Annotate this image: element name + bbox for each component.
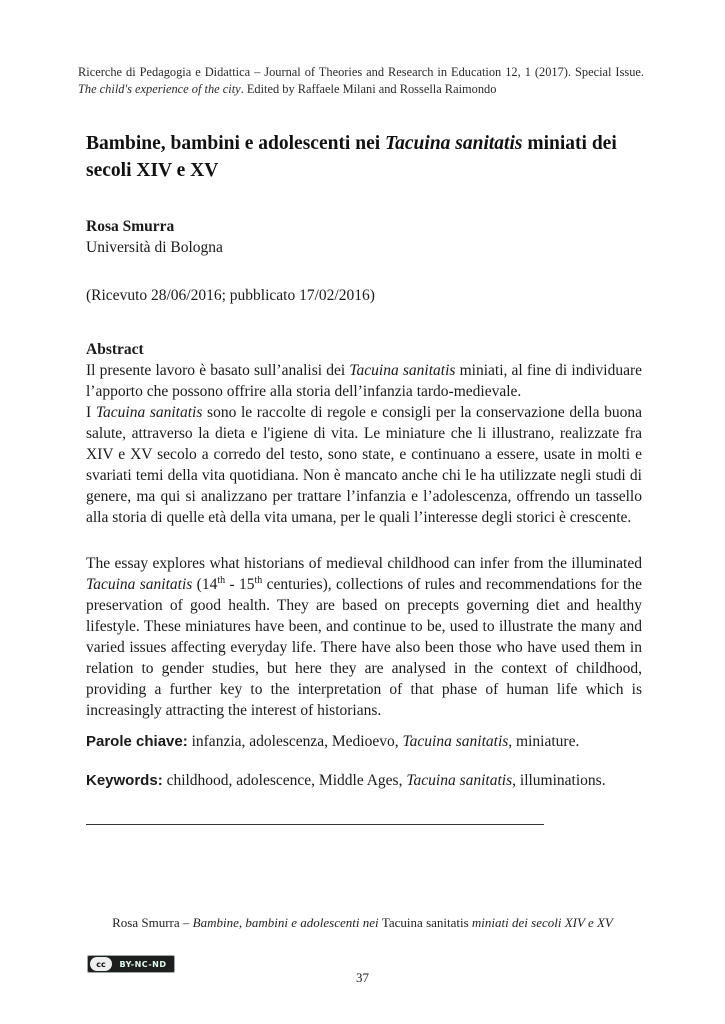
license-text: BY-NC-ND [119, 959, 167, 969]
abstract-text: Il presente lavoro è basato sull’analisi dei [86, 362, 350, 379]
cite-roman: Tacuina sanitatis [381, 915, 469, 930]
abstract-text: sono le raccolte di regole e consigli per la conservazione della buona salute, attraverso la dieta e l'igiene di vita. Le miniature che li illustrano, realizzate fra XIV e XV secolo a corredo del testo, sono state, e continuano a essere, usate in molti e svariati temi della vita quotidiana. Non è mancato anche chi le ha utilizzate negli studi di genere, ma qui si analizzano per trattare l’infanzia e l’adolescenza, offrendo un tassello alla storia di quelle età della vita umana, per le quali l’interesse degli storici è crescente. [86, 404, 642, 526]
abstract-paragraph [86, 402, 642, 528]
abstract-heading: Abstract [86, 341, 144, 358]
author-block [86, 216, 646, 258]
abstract-paragraph [86, 553, 642, 721]
footer-citation [0, 915, 725, 931]
journal-text: Ricerche di Pedagogia e Didattica – Journal of Theories and Research in Education 12, 1 (2017). Special Issue. [78, 65, 644, 79]
abstract-italic: Tacuina sanitatis [86, 576, 193, 593]
keywords-text: infanzia, adolescenza, Medioevo, [187, 733, 403, 750]
cite-author: Rosa Smurra – [112, 915, 193, 930]
received-published-dates: (Ricevuto 28/06/2016; pubblicato 17/02/2016) [86, 287, 375, 304]
keywords-italic: Tacuina sanitatis [402, 733, 509, 750]
title-part2: miniati dei secoli XIV e XV [86, 133, 617, 181]
abstract-text: centuries), collections of rules and recommendations for the preservation of good health. They are based on precepts governing diet and healthy lifestyle. These miniatures have been, and continue to be, used to illustrate the many and varied issues affecting everyday life. There have also been those who have used them in relation to gender studies, but here they are analysed in the context of childhood, providing a further key to the interpretation of that phase of human life which is increasingly attracting the interest of historians. [86, 576, 642, 719]
article-title [86, 130, 646, 184]
abstract-italic: Tacuina sanitatis [349, 362, 456, 379]
superscript: th [254, 574, 263, 586]
author-affiliation: Università di Bologna [86, 239, 223, 256]
keywords-italic: Tacuina sanitatis [406, 772, 513, 789]
abstract-text: miniati, al fine di individuare l’apporto che possono offrire alla storia dell’infanzia tardo-medievale. [86, 362, 642, 400]
abstract-text: - 15 [225, 576, 255, 593]
keywords-label: Keywords: [86, 772, 163, 789]
keywords-italian [86, 731, 642, 752]
keywords-text: , miniature. [508, 733, 580, 750]
keywords-label: Parole chiave: [86, 733, 188, 750]
cite-italic: Bambine, bambini e adolescenti nei [192, 915, 382, 930]
journal-header [78, 64, 644, 98]
page-number: 37 [356, 970, 369, 985]
cite-italic: miniati dei secoli XIV e XV [468, 915, 613, 930]
creative-commons-icon: cc [90, 957, 112, 971]
abstract-text: The essay explores what historians of medieval childhood can infer from the illuminated [86, 555, 642, 572]
abstract-text: I [86, 404, 96, 421]
editors-text: . Edited by Raffaele Milani and Rossella Raimondo [240, 82, 497, 96]
abstract-english [86, 553, 642, 721]
title-part1: Bambine, bambini e adolescenti nei [86, 133, 386, 154]
abstract-text: (14 [192, 576, 218, 593]
abstract-paragraph [86, 360, 642, 402]
abstract-italian [86, 360, 642, 528]
superscript: th [217, 574, 226, 586]
title-italic: Tacuina sanitatis [385, 133, 523, 154]
issue-title: The child's experience of the city [78, 82, 241, 96]
abstract-italic: Tacuina sanitatis [95, 404, 203, 421]
keywords-text: , illuminations. [512, 772, 606, 789]
keywords-text: childhood, adolescence, Middle Ages, [162, 772, 407, 789]
footnote-divider [86, 824, 544, 825]
keywords-english [86, 770, 642, 791]
author-name: Rosa Smurra [86, 218, 175, 235]
